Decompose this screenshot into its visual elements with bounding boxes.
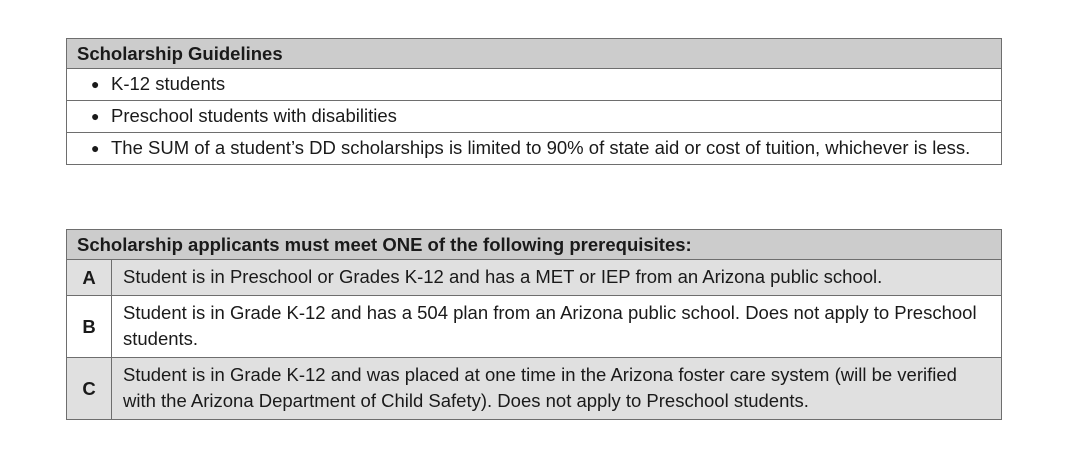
guideline-item [67,101,1002,133]
prerequisites-table [66,229,1002,420]
guideline-item [67,133,1002,165]
prerequisite-text: Student is in Preschool or Grades K-12 and has a MET or IEP from an Arizona public school. [112,260,1002,296]
guideline-item [67,69,1002,101]
guidelines-header: Scholarship Guidelines [67,39,1002,69]
guideline-text: Preschool students with disabilities [111,105,397,126]
bullet-icon: ● [91,108,100,124]
prerequisite-letter: C [67,358,112,420]
prerequisite-text: Student is in Grade K-12 and has a 504 plan from an Arizona public school. Does not apply to Preschool students. [112,296,1002,358]
bullet-icon: ● [91,76,100,92]
prerequisite-letter: A [67,260,112,296]
prerequisite-row [67,296,1002,358]
prerequisites-header: Scholarship applicants must meet ONE of the following prerequisites: [67,230,1002,260]
bullet-icon: ● [91,140,100,156]
scholarship-guidelines-table [66,38,1002,165]
prerequisite-letter: B [67,296,112,358]
prerequisite-row [67,358,1002,420]
guideline-text: The SUM of a student’s DD scholarships is limited to 90% of state aid or cost of tuition, whichever is less. [111,137,971,158]
guideline-text: K-12 students [111,73,226,94]
prerequisite-text: Student is in Grade K-12 and was placed at one time in the Arizona foster care system (will be verified with the Arizona Department of Child Safety). Does not apply to Preschool students. [112,358,1002,420]
prerequisite-row [67,260,1002,296]
